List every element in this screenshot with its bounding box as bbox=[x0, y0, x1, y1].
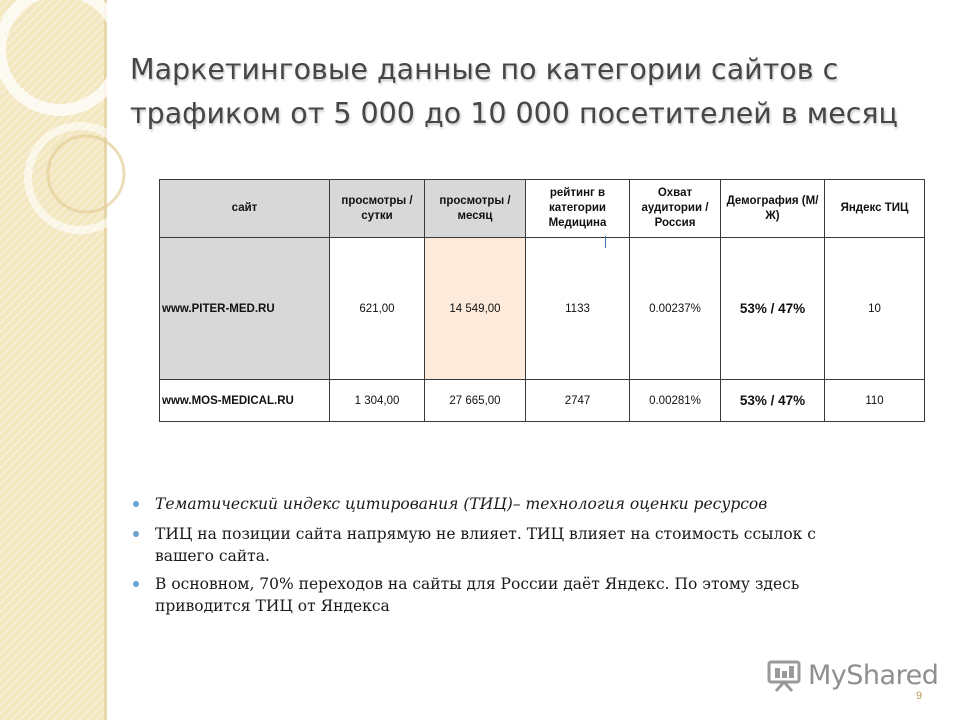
header-rating: рейтинг в категории Медицина bbox=[526, 180, 630, 238]
header-site: сайт bbox=[160, 180, 330, 238]
cell-reach: 0.00281% bbox=[630, 380, 721, 422]
list-item bbox=[133, 493, 853, 515]
header-demography: Демография (М/Ж) bbox=[721, 180, 825, 238]
bullet-icon bbox=[133, 501, 139, 507]
text-cursor-mark bbox=[605, 236, 606, 248]
cell-tic: 110 bbox=[825, 380, 925, 422]
header-views-month: просмотры / месяц bbox=[425, 180, 526, 238]
cell-rating: 1133 bbox=[526, 238, 630, 380]
myshared-watermark bbox=[766, 655, 938, 695]
bullet-list bbox=[133, 493, 853, 623]
cell-demography: 53% / 47% bbox=[721, 238, 825, 380]
watermark-text: MyShared bbox=[808, 659, 939, 691]
table-row bbox=[160, 238, 925, 380]
header-views-day: просмотры / сутки bbox=[330, 180, 425, 238]
cell-rating: 2747 bbox=[526, 380, 630, 422]
bullet-icon bbox=[133, 581, 139, 587]
bullet-text: В основном, 70% переходов на сайты для России даёт Яндекс. По этому здесь приводится ТИЦ от Яндекса bbox=[155, 575, 800, 615]
marketing-data-table bbox=[159, 179, 925, 422]
cell-views-month: 14 549,00 bbox=[425, 238, 526, 380]
cell-views-day: 621,00 bbox=[330, 238, 425, 380]
bullet-icon bbox=[133, 531, 139, 537]
decorative-rings-icon bbox=[0, 0, 140, 300]
cell-views-month: 27 665,00 bbox=[425, 380, 526, 422]
cell-site: www.PITER-MED.RU bbox=[160, 238, 330, 380]
presentation-board-icon bbox=[766, 658, 802, 692]
cell-site: www.MOS-MEDICAL.RU bbox=[160, 380, 330, 422]
cell-tic: 10 bbox=[825, 238, 925, 380]
list-item bbox=[133, 573, 853, 617]
cell-views-day: 1 304,00 bbox=[330, 380, 425, 422]
slide-title: Маркетинговые данные по категории сайтов с трафиком от 5 000 до 10 000 посетителей в месяц bbox=[130, 53, 898, 130]
table-header-row bbox=[160, 180, 925, 238]
header-reach: Охват аудитории / Россия bbox=[630, 180, 721, 238]
page-number: 9 bbox=[916, 690, 923, 702]
table-row bbox=[160, 380, 925, 422]
header-tic: Яндекс ТИЦ bbox=[825, 180, 925, 238]
list-item bbox=[133, 523, 853, 567]
cell-reach: 0.00237% bbox=[630, 238, 721, 380]
bullet-text: Тематический индекс цитирования (ТИЦ)– технология оценки ресурсов bbox=[155, 495, 768, 513]
bullet-text: ТИЦ на позиции сайта напрямую не влияет. ТИЦ влияет на стоимость ссылок с вашего сайта. bbox=[155, 525, 816, 565]
cell-demography: 53% / 47% bbox=[721, 380, 825, 422]
